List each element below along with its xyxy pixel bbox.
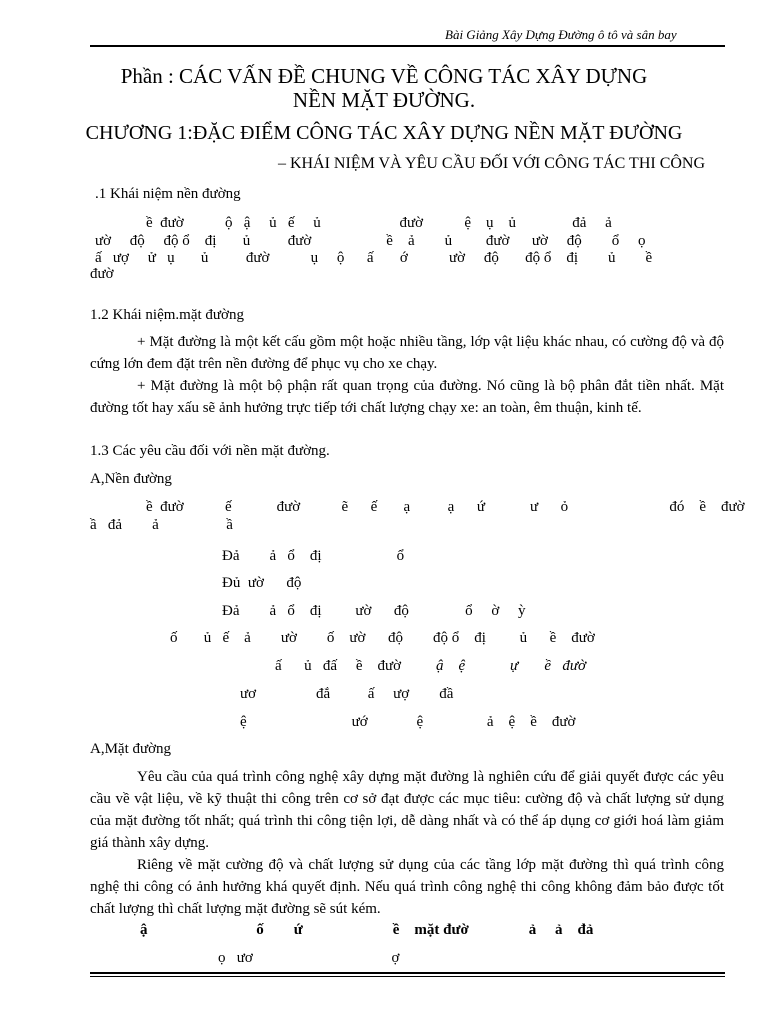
paragraph: + Mặt đường là một kết cấu gồm một hoặc nhiều tầng, lớp vật liệu khác nhau, có cường độ và độ cứng lớn đem đặt trên nền đường để phục vụ cho xe chạy. xyxy=(90,334,724,372)
garbled-line: ườ độ độ ổ đị ủ đườ ề ả ủ đườ ườ độ ổ ọ xyxy=(95,233,646,249)
garbled-line: ự ề đườ xyxy=(510,658,587,674)
garbled-line: ầ đả ả ầ xyxy=(90,517,233,533)
paragraph: Riêng về mặt cường độ và chất lượng sử dụng của các tầng lớp mặt đường thì quá trình công nghệ thi công có ảnh hưởng khá quyết định. Nếu quá trình công nghệ thi công không đảm bảo được tốt chất lượng thì chất lượng mặt đường sẽ sút kém. xyxy=(90,857,724,917)
garbled-line: Đủ ườ độ xyxy=(222,575,302,591)
section-heading-1-1: .1 Khái niệm nền đường xyxy=(95,186,241,202)
subheading-mat-duong: A,Mặt đường xyxy=(90,741,172,757)
garbled-line: ọ ươ ợ xyxy=(218,950,400,966)
garbled-line: ề đườ ộ ậ ủ ế ủ đườ ệ ụ ủ đả ả xyxy=(146,215,612,231)
garbled-line: Đả ả ổ đị ườ độ ổ ờ ỳ xyxy=(222,603,526,619)
subheading-nen-duong: A,Nền đường xyxy=(90,471,172,487)
garbled-line: ậ ệ xyxy=(436,658,466,674)
section-heading-1-3: 1.3 Các yêu cầu đối với nền mặt đường. xyxy=(90,443,330,459)
garbled-line: ề đườ ế đườ ẽ ế ạ ạ ứ ư ỏ đó ề đườ xyxy=(146,499,745,515)
paragraph: + Mặt đường là một bộ phận rất quan trọng của đường. Nó cũng là bộ phân đắt tiền nhất. Mặt đường tốt hay xấu sẽ ảnh hưởng trực tiếp tới chất lượng chạy xe: an toàn, êm thuận, kinh tế. xyxy=(90,378,724,416)
footer-rule xyxy=(90,972,725,977)
part-title-line2: NỀN MẶT ĐƯỜNG. xyxy=(292,88,476,112)
part-title-line1: Phần : CÁC VẤN ĐỀ CHUNG VỀ CÔNG TÁC XÂY DỰNG xyxy=(120,64,648,88)
garbled-line: Đả ả ổ đị ổ xyxy=(222,548,405,564)
garbled-line: ậ ố ứ ề mặt đườ ả ả đả xyxy=(140,922,594,938)
section-heading-1-2: 1.2 Khái niệm.mặt đường xyxy=(90,307,244,323)
garbled-line: ệ ướ ệ ả ệ ề đườ xyxy=(240,714,576,730)
paragraph: Yêu cầu của quá trình công nghệ xây dựng mặt đường là nghiên cứu để giải quyết được các yêu cầu về vật liệu, về kỹ thuật thi công trên cơ sở đạt được các mục tiêu: cường độ và chất lượng sử dụng của mặt đường tốt nhất; quá trình thi công tiện lợi, dễ dàng nhất và có thể áp dụng cơ giới hoá làm giảm giá thành xây dựng. xyxy=(90,769,724,851)
chapter-subtitle: – KHÁI NIỆM VÀ YÊU CẦU ĐỐI VỚI CÔNG TÁC THI CÔNG xyxy=(277,155,706,172)
garbled-line: ươ đắ ấ ượ đầ xyxy=(240,686,454,702)
header-rule xyxy=(90,45,725,47)
garbled-line: ố ủ ế ả ườ ố ườ độ độ ổ đị ủ ề đườ xyxy=(170,630,595,646)
garbled-line: đườ xyxy=(90,266,114,282)
page-header: Bài Giảng Xây Dựng Đường ô tô và sân bay xyxy=(445,27,677,42)
garbled-line: ấ ủ đấ ề đườ xyxy=(275,658,402,674)
chapter-title: CHƯƠNG 1:ĐẶC ĐIỂM CÔNG TÁC XÂY DỰNG NỀN MẶT ĐƯỜNG xyxy=(85,122,683,144)
garbled-line: ấ ượ ử ụ ủ đườ ụ ộ ấ ớ ườ độ độ ổ đị ủ ề xyxy=(95,250,653,266)
